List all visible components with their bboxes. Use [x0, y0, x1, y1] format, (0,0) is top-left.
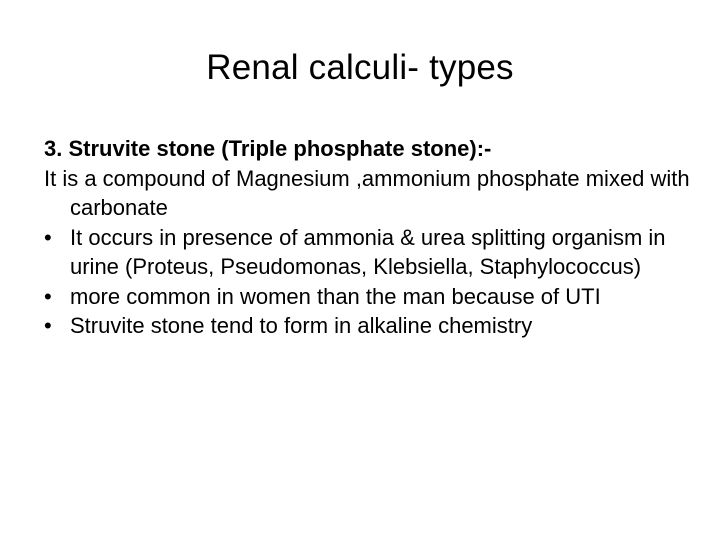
section-heading: 3. Struvite stone (Triple phosphate stone):-	[44, 136, 492, 161]
bullet-text: more common in women than the man because of UTI	[70, 283, 601, 309]
bullet-text: Struvite stone tend to form in alkaline chemistry	[70, 313, 533, 338]
intro-text: It is a compound of Magnesium ,ammonium phosphate mixed with carbonate	[44, 165, 690, 220]
slide-body	[44, 134, 694, 341]
bullet-icon: •	[44, 313, 52, 338]
bullet-item	[44, 311, 694, 341]
bullet-icon: •	[44, 283, 52, 309]
bullet-text: It occurs in presence of ammonia & urea splitting organism in urine (Proteus, Pseudomonas, Klebsiella, Staphylococcus)	[70, 224, 666, 279]
slide-title: Renal calculi- types	[206, 48, 514, 87]
bullet-item	[44, 223, 694, 282]
bullet-item	[44, 282, 694, 312]
bullet-icon: •	[44, 224, 52, 250]
bullet-list	[44, 223, 694, 341]
